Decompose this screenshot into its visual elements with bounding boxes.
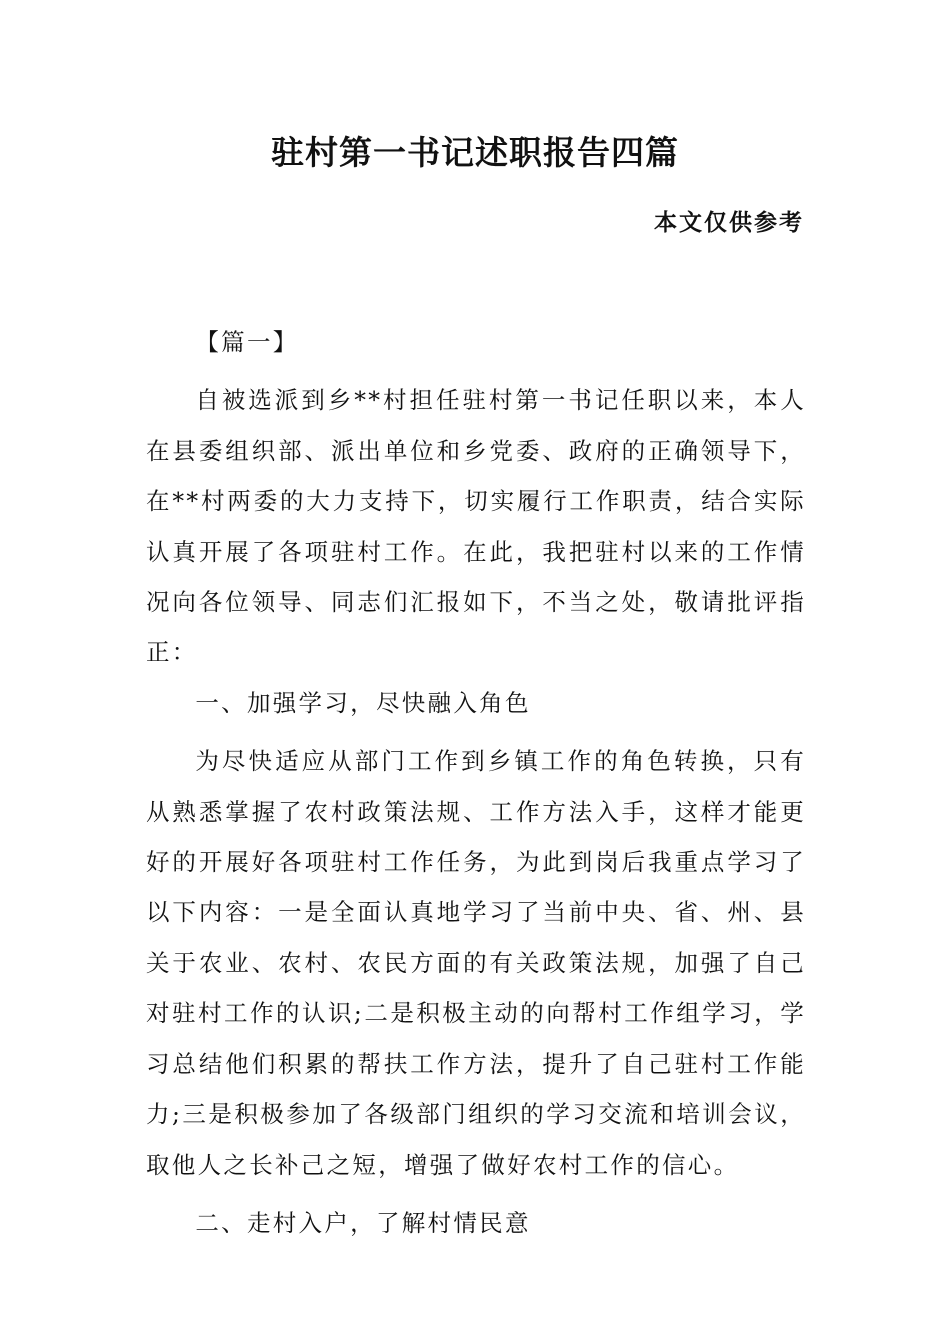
document-subtitle: 本文仅供参考 <box>654 209 804 236</box>
document-body <box>146 317 806 1248</box>
document-title: 驻村第一书记述职报告四篇 <box>271 133 679 172</box>
section-heading-2: 二、走村入户，了解村情民意 <box>195 1208 531 1237</box>
paragraph-intro: 自被选派到乡**村担任驻村第一书记任职以来，本人在县委组织部、派出单位和乡党委、政府的正确领导下，在**村两委的大力支持下，切实履行工作职责，结合实际认真开展了各项驻村工作。在此，我把驻村以来的工作情况向各位领导、同志们汇报如下，不当之处，敬请批评指正： <box>146 386 806 667</box>
section-heading-1: 一、加强学习，尽快融入角色 <box>195 688 531 717</box>
part-label: 【篇一】 <box>195 328 299 356</box>
paragraph-study: 为尽快适应从部门工作到乡镇工作的角色转换，只有从熟悉掌握了农村政策法规、工作方法入手，这样才能更好的开展好各项驻村工作任务，为此到岗后我重点学习了以下内容：一是全面认真地学习了当前中央、省、州、县关于农业、农村、农民方面的有关政策法规，加强了自己对驻村工作的认识;二是积极主动的向帮村工作组学习，学习总结他们积累的帮扶工作方法，提升了自己驻村工作能力;三是积极参加了各级部门组织的学习交流和培训会议，取他人之长补己之短，增强了做好农村工作的信心。 <box>146 747 806 1179</box>
